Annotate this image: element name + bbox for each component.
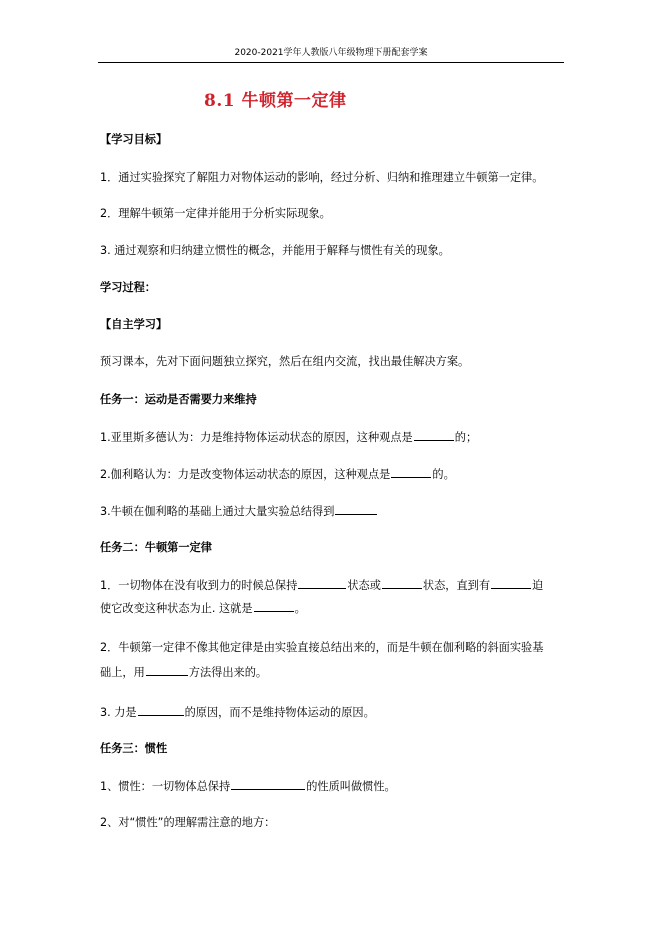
task2-question-2-cont bbox=[100, 664, 267, 681]
task1-heading: 任务一：运动是否需要力来维持 bbox=[100, 393, 257, 406]
self-study-intro: 预习课本，先对下面问题独立探究，然后在组内交流，找出最佳解决方案。 bbox=[100, 355, 470, 368]
task3-q1-part: 1、惯性：一切物体总保持 bbox=[100, 780, 231, 793]
task1-q2-text: 2.伽利略认为：力是改变物体运动状态的原因，这种观点是 bbox=[100, 468, 391, 481]
task3-question-2: 2、对“惯性”的理解需注意的地方： bbox=[100, 816, 276, 829]
header-rule bbox=[98, 62, 564, 63]
fill-blank[interactable] bbox=[382, 577, 422, 589]
objective-item-3: 3. 通过观察和归纳建立惯性的概念，并能用于解释与惯性有关的现象。 bbox=[100, 244, 450, 257]
task2-q2-part: 础上，用 bbox=[100, 666, 145, 679]
task2-question-2: 2．牛顿第一定律不像其他定律是由实验直接总结出来的，而是牛顿在伽利略的斜面实验基 bbox=[100, 641, 544, 654]
self-study-heading: 【自主学习】 bbox=[100, 318, 168, 331]
task2-q1-part: 状态，直到有 bbox=[422, 579, 491, 592]
fill-blank[interactable] bbox=[335, 503, 377, 515]
fill-blank[interactable] bbox=[231, 778, 305, 790]
task1-q2-suffix: 的。 bbox=[432, 468, 455, 481]
fill-blank[interactable] bbox=[298, 577, 346, 589]
fill-blank[interactable] bbox=[146, 664, 188, 676]
fill-blank[interactable] bbox=[254, 600, 294, 612]
task2-q1-part: 迫 bbox=[532, 579, 544, 592]
task3-heading: 任务三：惯性 bbox=[100, 742, 168, 755]
task2-q1-part: 使它改变这种状态为止. 这就是 bbox=[100, 602, 253, 615]
task2-q1-part: 。 bbox=[294, 602, 306, 615]
process-heading: 学习过程： bbox=[100, 281, 156, 294]
task2-q3-part: 3. 力是 bbox=[100, 706, 137, 719]
task1-q1-suffix: 的； bbox=[454, 431, 478, 444]
objective-item-1: 1．通过实验探究了解阻力对物体运动的影响，经过分析、归纳和推理建立牛顿第一定律。 bbox=[100, 171, 544, 184]
task2-question-3 bbox=[100, 704, 375, 721]
task1-question-3 bbox=[100, 503, 378, 520]
fill-blank[interactable] bbox=[414, 429, 454, 441]
task3-q1-part: 的性质叫做惯性。 bbox=[306, 780, 396, 793]
task1-question-2 bbox=[100, 466, 455, 483]
task2-q2-part: 方法得出来的。 bbox=[188, 666, 268, 679]
fill-blank[interactable] bbox=[391, 466, 431, 478]
task1-question-1 bbox=[100, 429, 477, 446]
fill-blank[interactable] bbox=[491, 577, 531, 589]
document-title: 8.1 牛顿第一定律 bbox=[204, 91, 347, 111]
task2-q3-part: 的原因，而不是维持物体运动的原因。 bbox=[184, 706, 375, 719]
task2-question-1 bbox=[100, 577, 543, 594]
fill-blank[interactable] bbox=[138, 704, 184, 716]
task1-q1-text: 1.亚里斯多德认为：力是维持物体运动状态的原因，这种观点是 bbox=[100, 431, 413, 444]
objective-item-2: 2．理解牛顿第一定律并能用于分析实际现象。 bbox=[100, 207, 331, 220]
task1-q3-text: 3.牛顿在伽利略的基础上通过大量实验总结得到 bbox=[100, 505, 335, 518]
task2-q1-text: 1．一切物体在没有收到力的时候总保持 bbox=[100, 579, 298, 592]
task2-q1-part: 状态或 bbox=[347, 579, 381, 592]
task2-heading: 任务二：牛顿第一定律 bbox=[100, 541, 212, 554]
objectives-heading: 【学习目标】 bbox=[100, 133, 168, 146]
page-header: 2020-2021学年人教版八年级物理下册配套学案 bbox=[234, 48, 428, 58]
task2-question-1-cont bbox=[100, 600, 306, 617]
task3-question-1 bbox=[100, 778, 396, 795]
